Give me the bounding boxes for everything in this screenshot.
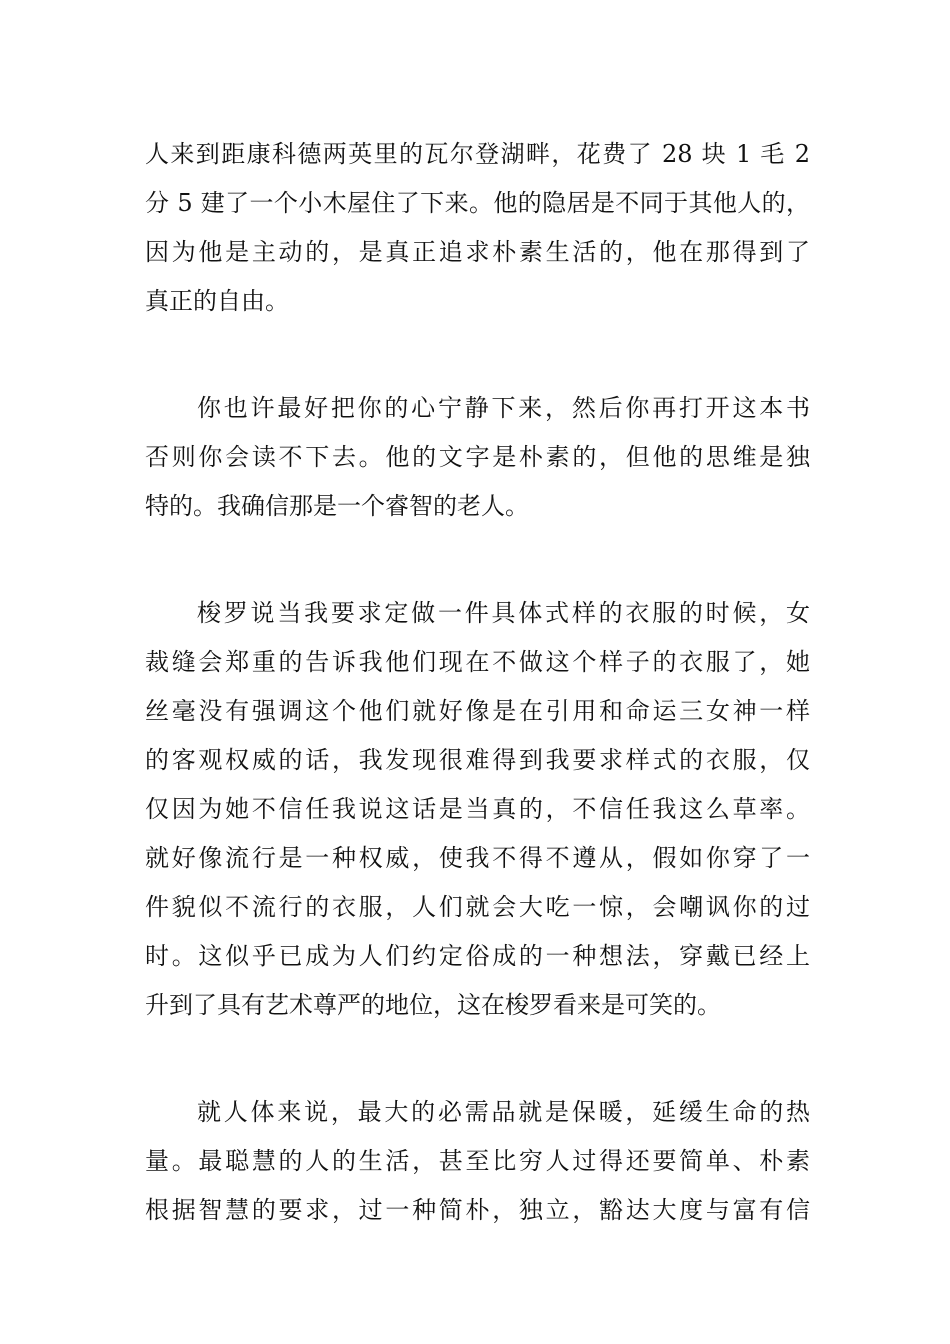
text-line: 人来到距康科德两英里的瓦尔登湖畔，花费了 28 块 1 毛 2 [145, 140, 810, 168]
text-line: 量。最聪慧的人的生活，甚至比穷人过得还要简单、朴素 [145, 1147, 810, 1175]
text-line: 你也许最好把你的心宁静下来，然后你再打开这本书 [197, 394, 810, 422]
paragraph-4 [145, 1088, 810, 1235]
text-line: 裁缝会郑重的告诉我他们现在不做这个样子的衣服了，她 [145, 648, 810, 676]
text-line: 真正的自由。 [145, 287, 289, 315]
text-line: 分 5 建了一个小木屋住了下来。他的隐居是不同于其他人的， [145, 189, 810, 217]
text-line: 仅因为她不信任我说这话是当真的，不信任我这么草率。 [145, 795, 810, 823]
text-line: 升到了具有艺术尊严的地位，这在梭罗看来是可笑的。 [145, 991, 721, 1019]
text-line: 就人体来说，最大的必需品就是保暖，延缓生命的热 [197, 1098, 810, 1126]
text-line: 因为他是主动的，是真正追求朴素生活的，他在那得到了 [145, 238, 810, 266]
paragraph-1 [145, 130, 810, 326]
text-line: 根据智慧的要求，过一种简朴，独立，豁达大度与富有信 [145, 1196, 810, 1224]
paragraph-2 [145, 384, 810, 531]
text-line: 就好像流行是一种权威，使我不得不遵从，假如你穿了一 [145, 844, 810, 872]
paragraph-3 [145, 589, 810, 1030]
document-body [145, 130, 810, 1293]
text-line: 丝毫没有强调这个他们就好像是在引用和命运三女神一样 [145, 697, 810, 725]
text-line: 的客观权威的话，我发现很难得到我要求样式的衣服，仅 [145, 746, 810, 774]
text-line: 特的。我确信那是一个睿智的老人。 [145, 492, 529, 520]
text-line: 梭罗说当我要求定做一件具体式样的衣服的时候，女 [197, 599, 810, 627]
text-line: 否则你会读不下去。他的文字是朴素的，但他的思维是独 [145, 443, 810, 471]
text-line: 时。这似乎已成为人们约定俗成的一种想法，穿戴已经上 [145, 942, 810, 970]
text-line: 件貌似不流行的衣服，人们就会大吃一惊，会嘲讽你的过 [145, 893, 810, 921]
